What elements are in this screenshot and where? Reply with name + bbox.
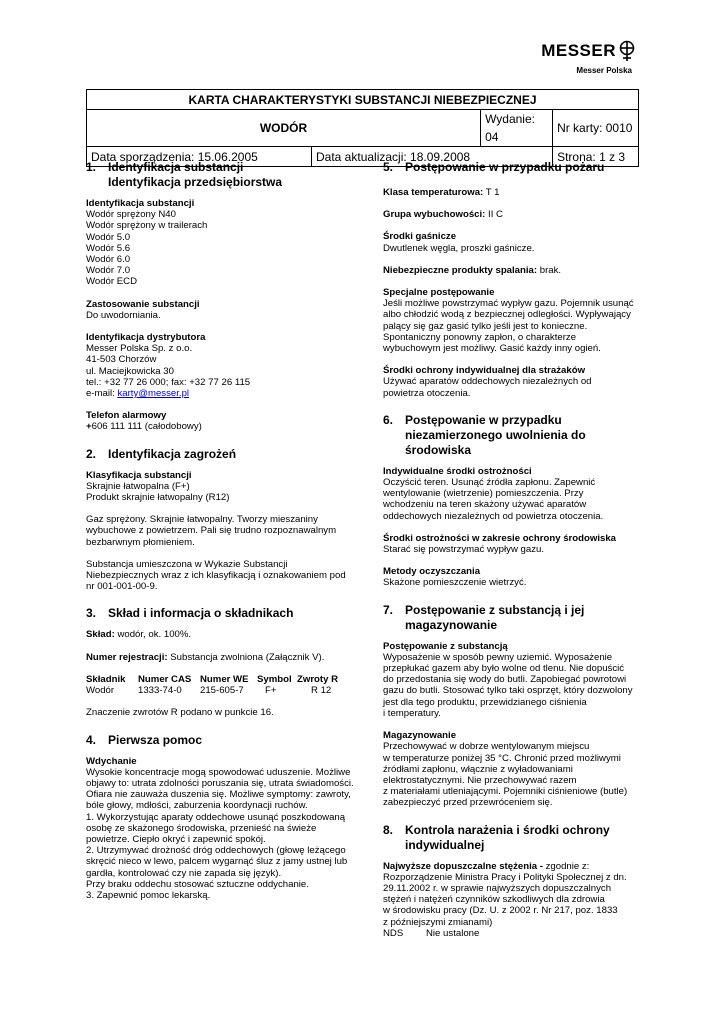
hazard-description: Gaz sprężony. Skrajnie łatwopalny. Tworzy mieszaniny wybuchowe z powietrzem. Pali się trudno rozpoznawalnym bezbarwnym płomieniem. [86, 514, 337, 548]
created-date: Data sporządzenia: 15.06.2005 [87, 147, 312, 167]
cleanup-methods: Metody oczyszczania Skażone pomieszczenie wietrzyć. [383, 566, 527, 589]
section-7-heading: 7. Postępowanie z substancją i jej magazynowanie [383, 602, 585, 632]
temperature-class: Klasa temperaturowa: T 1 [383, 187, 500, 198]
emergency-phone: Telefon alarmowy +606 111 111 (całodobowy) [86, 410, 202, 433]
section-5-heading: 5. Postępowanie w przypadku pożaru [383, 160, 605, 174]
firefighter-ppe: Środki ochrony indywidualnej dla strażaków Używać aparatów oddechowych niezależnych od powietrza otoczenia. [383, 365, 592, 399]
component-table [86, 674, 356, 696]
handling: Postępowanie z substancją Wyposażenie w sposób pewny uziemić. Wyposażenie przepłukać gazem aby było wolne od tlenu. Nie dopuścić do przedostania się wody do butli. Zapobiegać powrotowi gazu do butli. Stosować tylko taki osprzęt, który dozwolony jest dla tego produktu, przewidzianego ciśnienia i temperatury. [383, 640, 633, 719]
environmental-precautions: Środki ostrożności w zakresie ochrony środowiska Starać się powstrzymać wypływ gazu. [383, 532, 616, 556]
substance-name: WODÓR [87, 110, 481, 147]
exposure-limits: Najwyższe dopuszczalne stężenia - zgodnie z: Rozporządzenie Ministra Pracy i Polityki Społecznej z dn. 29.11.2002 r. w sprawie najwyższych dopuszczalnych stężeń i natężeń czynników szkodliwych dla zdrowia w środowisku pracy (Dz. U. z 2002 r. Nr 217, poz. 1833 z późniejszymi zmianami) NDS Nie ustalone [383, 861, 640, 939]
document-title: KARTA CHARAKTERYSTYKI SUBSTANCJI NIEBEZPIECZNEJ [87, 90, 639, 110]
page-number: Strona: 1 z 3 [553, 147, 639, 167]
storage: Magazynowanie Przechowywać w dobrze wentylowanym miejscu w temperaturze poniżej 35 °C. Chronić przed możliwymi źródłami zapłonu, włącznie z wyładowaniami elektrostatycznymi. Nie przechowywać razem z materiałami utleniającymi. Pojemniki ciśnieniowe (butle) zabezpieczyć przed przewróceniem się. [383, 730, 628, 809]
substance-registry: Substancja umieszczona w Wykazie Substancji Niebezpiecznych wraz z ich klasyfikacją i oznakowaniem pod nr 001-001-00-9. [86, 558, 346, 593]
explosion-group: Grupa wybuchowości: II C [383, 209, 503, 221]
section-6-heading: 6. Postępowanie w przypadku niezamierzonego uwolnienia do środowiska [383, 412, 586, 457]
classification: Klasyfikacja substancji Skrajnie łatwopalna (F+) Produkt skrajnie łatwopalny (R12) [86, 469, 230, 504]
special-procedure: Specjalne postępowanie Jeśli możliwe powstrzymać wypływ gazu. Pojemnik usunąć albo chłodzić wodą z bezpiecznej odległości. Wypływający palący się gaz gasić tylko jeśli jest to konieczne. Spontaniczny ponowny zapłon, o charakterze wybuchowym jest możliwy. Gasić każdy inny ogień. [383, 287, 634, 355]
messer-symbol-icon [618, 40, 636, 62]
individual-precautions: Indywidualne środki ostrożności Oczyścić teren. Usunąć źródła zapłonu. Zapewnić wentylowanie (wietrzenie) pomieszczenia. Przy wchodzeniu na teren skażony używać aparatów oddechowych niezależnych od powietrza otoczenia. [383, 465, 604, 522]
left-column [86, 160, 356, 912]
nds-row: NDS Nie ustalone [383, 927, 480, 939]
section-4-heading: 4. Pierwsza pomoc [86, 732, 203, 747]
email-link[interactable]: karty@messer.pl [117, 388, 190, 400]
extinguishing-media: Środki gaśnicze Dwutlenek węgla, proszki gaśnicze. [383, 231, 535, 254]
inhalation: Wdychanie Wysokie koncentracje mogą spowodować uduszenie. Możliwe objawy to: utrata zdolności poruszania się, utrata świadomości. Ofiara nie zauważa duszenia się. Możliwe symptomy: zawroty, bóle głowy, mdłości, zaburzenia koordynacji ruchów. 1. Wykorzystując aparaty oddechowe usunąć poszkodowaną osobę ze skażonego środowiska, przenieść na świeże powietrze. Ciepło okryć i zapewnić spokój. 2. Utrzymywać drożność dróg oddechowych (głowę leżącego skręcić nieco w lewo, palcem wygarnąć śluz z jamy ustnej lub gardła, kontrolować czy nie zapada się język). Przy braku oddechu stosować sztuczne oddychanie. 3. Zapewnić pomoc lekarską. [86, 755, 354, 901]
card-number: Nr karty: 0010 [553, 110, 639, 147]
section-8-heading: 8. Kontrola narażenia i środki ochrony indywidualnej [383, 822, 610, 852]
brand-subtitle: Messer Polska [576, 66, 632, 75]
registration-number: Numer rejestracji: Substancja zwolniona (Załącznik V). [86, 651, 325, 663]
r-phrases-note: Znaczenie zwrotów R podano w punkcie 16. [86, 707, 274, 719]
section-3-heading: 3. Skład i informacja o składnikach [86, 606, 294, 621]
brand-name: MESSER [541, 41, 616, 60]
section-2-heading: 2. Identyfikacja zagrożeń [86, 446, 237, 461]
right-column [383, 160, 640, 950]
header-table [86, 89, 639, 167]
distributor: Identyfikacja dystrybutora Messer Polska Sp. z o.o. 41-503 Chorzów ul. Maciejkowicka 30 tel.: +32 77 26 000; fax: +32 77 26 115 e-mail: karty@messer.pl [86, 332, 251, 400]
component-table-header: Składnik Numer CAS Numer WE Symbol Zwroty R [86, 673, 339, 685]
table-row: Wodór 1333-74-0 215-605-7 F+ R 12 [86, 685, 332, 697]
substance-identification: Identyfikacja substancji Wodór sprężony N40 Wodór sprężony w trailerach Wodór 5.0 Wodór 5.6 Wodór 6.0 Wodór 7.0 Wodór ECD [86, 198, 208, 288]
hazardous-combustion: Niebezpieczne produkty spalania: brak. [383, 264, 562, 276]
updated-date: Data aktualizacji: 18.09.2008 [312, 147, 553, 167]
section-1-heading: 1. Identyfikacja substancji Identyfikacja przedsiębiorstwa [86, 160, 283, 189]
messer-logo [541, 40, 636, 75]
substance-use: Zastosowanie substancji Do uwodorniania. [86, 298, 200, 321]
edition: Wydanie: 04 [481, 110, 553, 147]
composition: Skład: wodór, ok. 100%. [86, 629, 192, 641]
